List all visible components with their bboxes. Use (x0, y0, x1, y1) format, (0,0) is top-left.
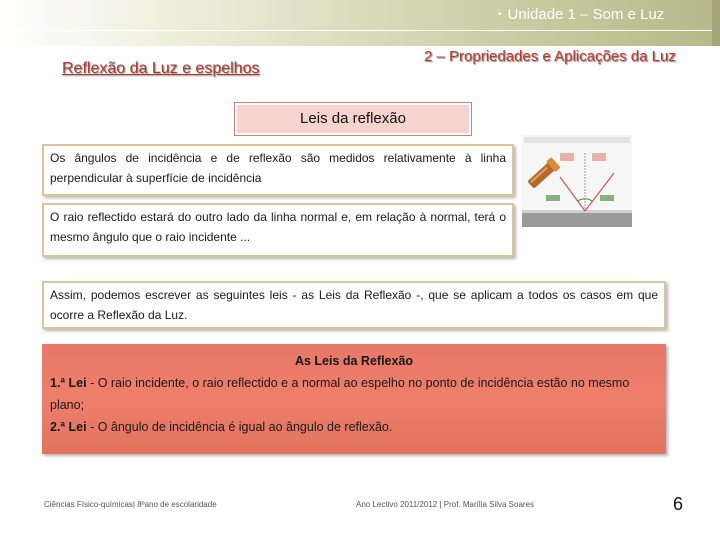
laws-panel (42, 344, 666, 454)
section-title-right: 2 – Propriedades e Aplicações da Luz (424, 48, 676, 65)
footer-course: Ciências Físico-químicas| 8ºano de escolaridade (44, 500, 217, 509)
law-1 (50, 372, 658, 416)
law-1-label: 1.ª Lei (50, 376, 87, 390)
reflection-diagram-image (522, 135, 632, 227)
unit-title-text: Unidade 1 – Som e Luz (507, 6, 665, 23)
law-2-text: - O ângulo de incidência é igual ao ângulo de reflexão. (86, 420, 393, 434)
slide-title: Leis da reflexão (235, 103, 471, 135)
text-box-reflected-ray: O raio reflectido estará do outro lado da linha normal e, em relação à normal, terá o mesmo ângulo que o raio incidente ... (42, 203, 514, 257)
text-box-summary: Assim, podemos escrever as seguintes leis - as Leis da Reflexão -, que se aplicam a todos os casos em que ocorre a Reflexão da Luz. (42, 281, 666, 329)
law-1-text: - O raio incidente, o raio reflectido e a normal ao espelho no ponto de incidência estão no mesmo plano; (50, 376, 630, 412)
law-2-label: 2.ª Lei (50, 420, 87, 434)
header-divider (0, 30, 712, 31)
header-accent-stripe (712, 0, 720, 46)
law-2 (50, 416, 658, 438)
unit-title (498, 6, 664, 23)
laws-panel-title: As Leis da Reflexão (294, 354, 414, 368)
text-box-angles: Os ângulos de incidência e de reflexão são medidos relativamente à linha perpendicular à superfície de incidência (42, 144, 514, 196)
section-title-left: Reflexão da Luz e espelhos (62, 60, 260, 77)
page-number: 6 (673, 494, 684, 514)
footer-teacher: Ano Lectivo 2011/2012 | Prof. Marília Silva Soares (356, 500, 535, 509)
bullet-icon: • (498, 9, 502, 20)
